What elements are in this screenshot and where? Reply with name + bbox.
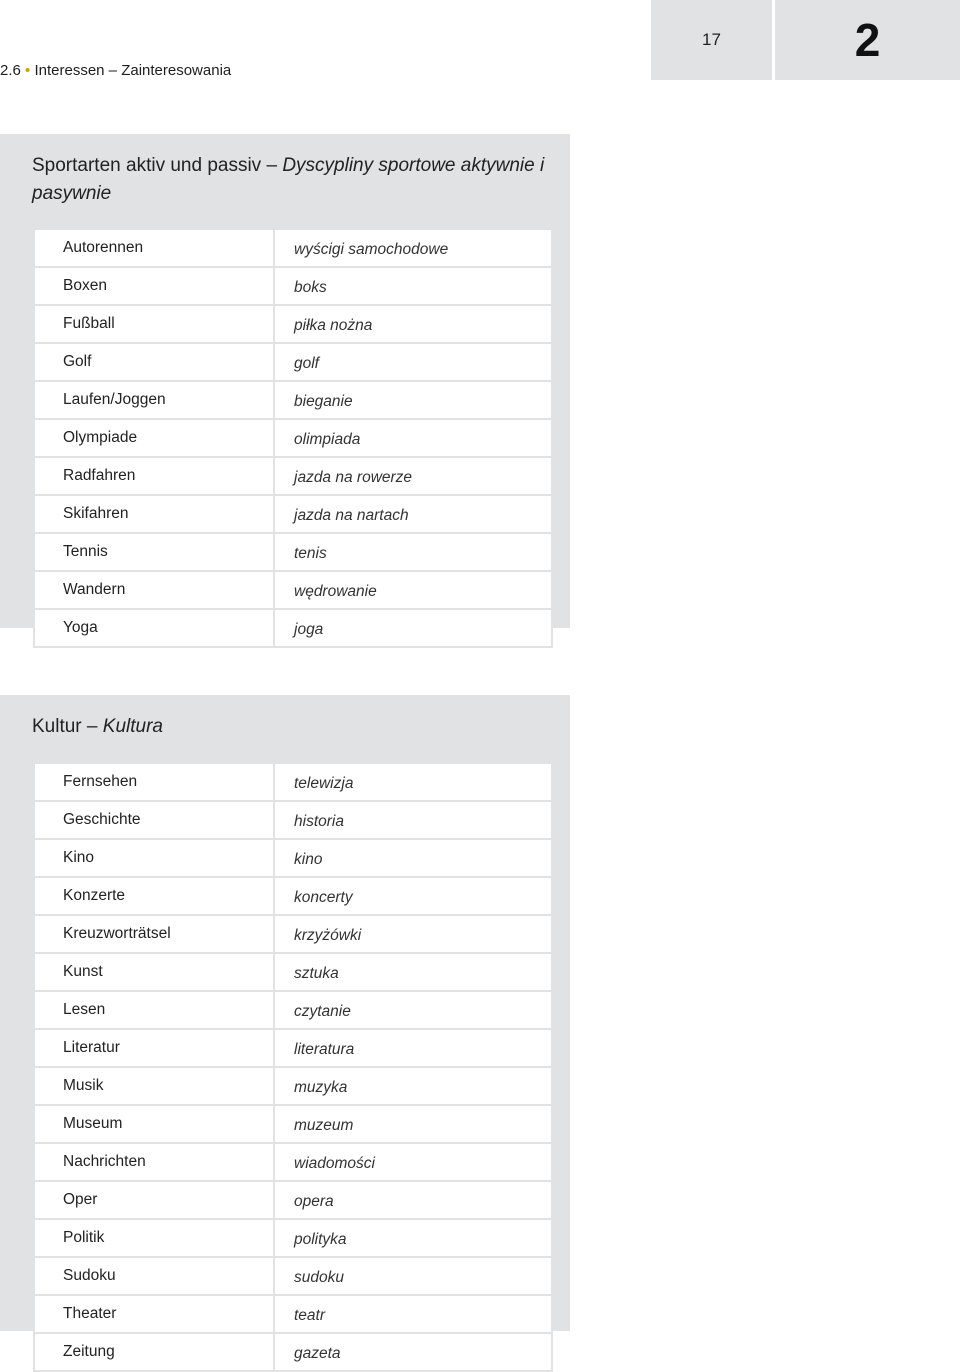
german-term: Laufen/Joggen [34,381,274,419]
polish-term: teatr [274,1295,552,1333]
german-term: Wandern [34,571,274,609]
german-term: Tennis [34,533,274,571]
sport-vocab-table [33,228,553,648]
vocab-row [34,609,552,647]
polish-term: muzeum [274,1105,552,1143]
german-term: Musik [34,1067,274,1105]
polish-term: bieganie [274,381,552,419]
german-term: Autorennen [34,229,274,267]
bullet-separator: • [25,62,31,79]
german-term: Radfahren [34,457,274,495]
vocab-row [34,1143,552,1181]
polish-term: krzyżówki [274,915,552,953]
page-number: 17 [702,30,721,49]
vocab-row [34,267,552,305]
german-term: Yoga [34,609,274,647]
polish-term: wiadomości [274,1143,552,1181]
vocab-row [34,381,552,419]
vocab-row [34,801,552,839]
vocab-row [34,571,552,609]
polish-term: kino [274,839,552,877]
german-term: Fernsehen [34,763,274,801]
german-term: Skifahren [34,495,274,533]
german-term: Oper [34,1181,274,1219]
german-term: Politik [34,1219,274,1257]
german-term: Sudoku [34,1257,274,1295]
polish-term: wędrowanie [274,571,552,609]
polish-term: olimpiada [274,419,552,457]
section-heading [0,62,231,79]
polish-term: tenis [274,533,552,571]
vocab-row [34,953,552,991]
vocab-row [34,1181,552,1219]
section-number: 2.6 [0,62,21,79]
german-term: Olympiade [34,419,274,457]
polish-term: jazda na nartach [274,495,552,533]
german-term: Museum [34,1105,274,1143]
chapter-number: 2 [854,14,881,66]
vocab-row [34,1219,552,1257]
german-term: Kreuzworträtsel [34,915,274,953]
vocab-row [34,419,552,457]
vocab-row [34,1067,552,1105]
vocab-row [34,1333,552,1371]
vocab-row [34,1295,552,1333]
vocab-row [34,229,552,267]
kultur-panel [0,695,570,1362]
polish-term: literatura [274,1029,552,1067]
german-term: Geschichte [34,801,274,839]
kultur-title-de: Kultur [32,716,82,737]
vocab-row [34,839,552,877]
polish-term: golf [274,343,552,381]
sport-title-pl: Dyscypliny sportowe aktywnie i pasywnie [32,155,545,204]
polish-term: telewizja [274,763,552,801]
german-term: Zeitung [34,1333,274,1371]
polish-term: jazda na rowerze [274,457,552,495]
polish-term: piłka nożna [274,305,552,343]
german-term: Fußball [34,305,274,343]
polish-term: sudoku [274,1257,552,1295]
polish-term: gazeta [274,1333,552,1371]
vocab-row [34,763,552,801]
chapter-tab [775,0,960,80]
vocab-row [34,1029,552,1067]
polish-term: wyścigi samochodowe [274,229,552,267]
polish-term: muzyka [274,1067,552,1105]
polish-term: boks [274,267,552,305]
vocab-row [34,1105,552,1143]
vocab-row [34,457,552,495]
german-term: Konzerte [34,877,274,915]
german-term: Kunst [34,953,274,991]
vocab-row [34,495,552,533]
polish-term: polityka [274,1219,552,1257]
vocab-row [34,343,552,381]
polish-term: czytanie [274,991,552,1029]
german-term: Nachrichten [34,1143,274,1181]
vocab-row [34,305,552,343]
vocab-row [34,533,552,571]
kultur-panel-title: Kultur – Kultura [32,716,163,737]
polish-term: koncerty [274,877,552,915]
german-term: Lesen [34,991,274,1029]
vocab-row [34,991,552,1029]
german-term: Theater [34,1295,274,1333]
sport-panel-title: Sportarten aktiv und passiv – Dyscypliny sportowe aktywnie i pasywnie [32,155,545,204]
kultur-vocab-table [33,762,553,1372]
german-term: Golf [34,343,274,381]
vocab-row [34,915,552,953]
german-term: Literatur [34,1029,274,1067]
sport-panel [0,134,570,638]
page-number-tab [651,0,772,80]
kultur-title-pl: Kultura [102,716,163,737]
polish-term: joga [274,609,552,647]
sport-title-de: Sportarten aktiv und passiv [32,155,262,176]
vocab-row [34,1257,552,1295]
german-term: Kino [34,839,274,877]
section-title: Interessen – Zainteresowania [34,62,232,79]
polish-term: opera [274,1181,552,1219]
german-term: Boxen [34,267,274,305]
vocab-row [34,877,552,915]
polish-term: sztuka [274,953,552,991]
polish-term: historia [274,801,552,839]
